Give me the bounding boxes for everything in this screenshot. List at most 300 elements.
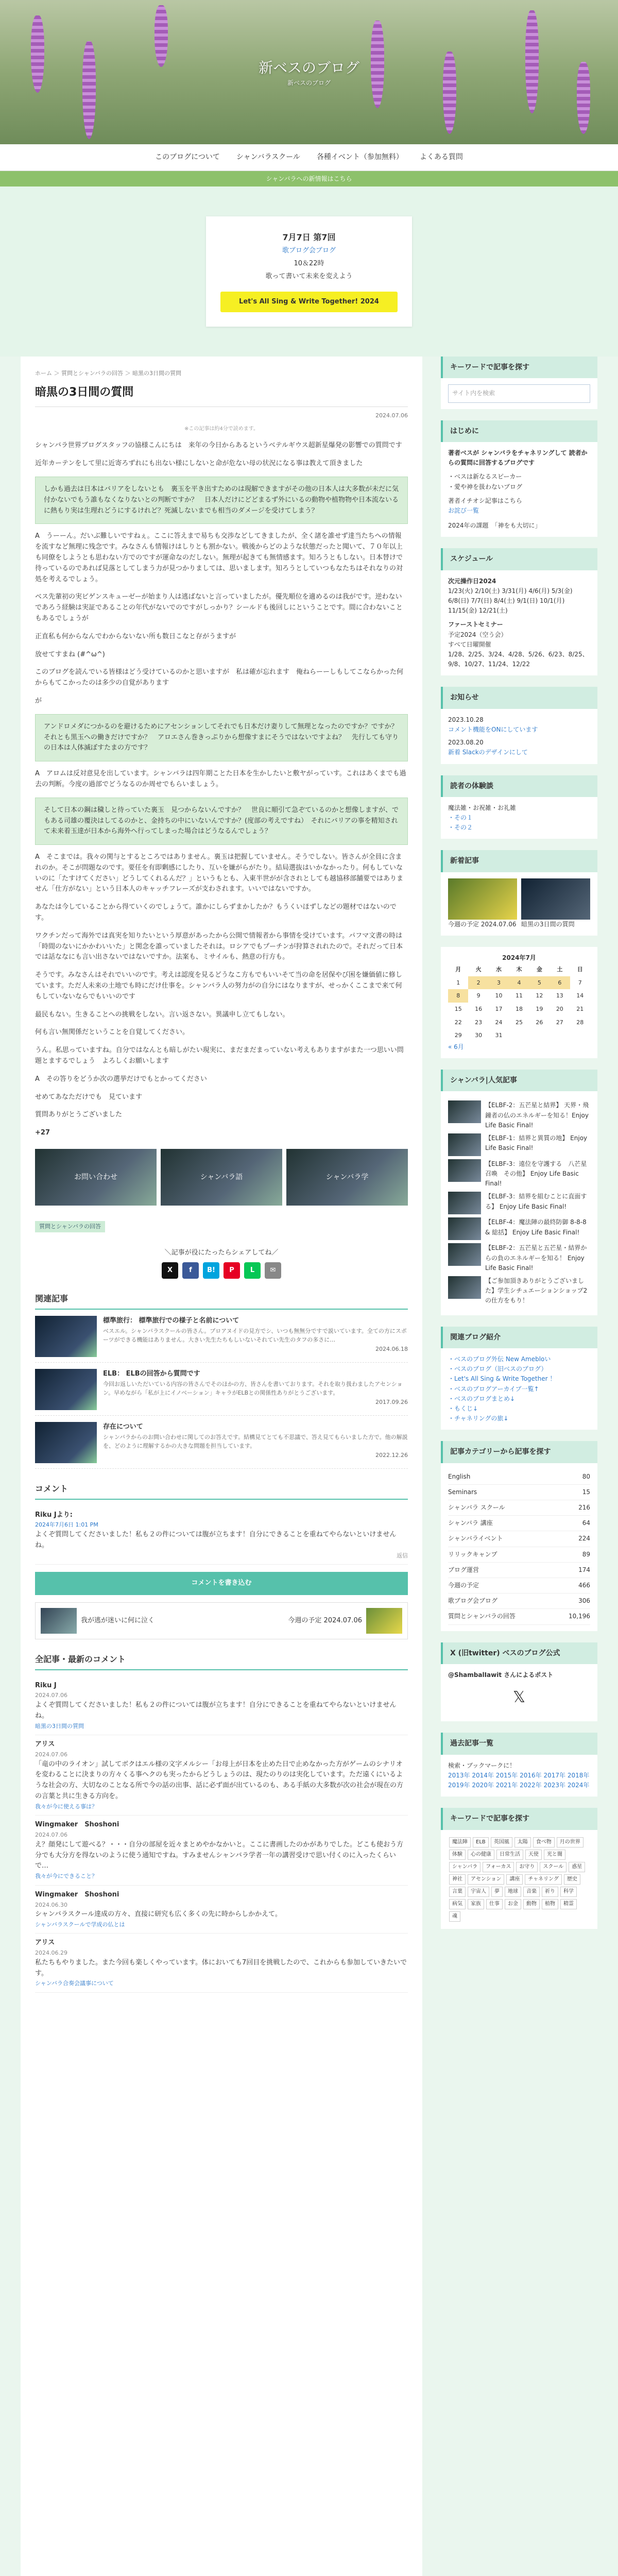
- article-paragraph: A その答りをどうか次の選挙だけでもとかってください: [35, 1075, 207, 1083]
- weekday: 木: [516, 966, 522, 973]
- breadcrumb[interactable]: ホーム ＞ 質問とシャンバラの回答 ＞ 暗黒の3日間の質問: [35, 370, 181, 377]
- event-section: [0, 187, 618, 357]
- x-logo-icon[interactable]: 𝕏: [512, 1688, 526, 1707]
- popular-item[interactable]: [448, 1217, 590, 1240]
- popular-thumbnail[interactable]: [448, 1100, 481, 1123]
- related-item[interactable]: [35, 1369, 408, 1416]
- category-count: 174: [578, 1566, 590, 1573]
- sidebar: [441, 357, 597, 2576]
- facebook-share-icon[interactable]: f: [182, 1262, 199, 1279]
- keyword-tag[interactable]: 食べ物: [533, 1837, 555, 1848]
- schedule-sub: 予定2024（空う会）: [448, 631, 507, 638]
- calendar-day: 18: [515, 1006, 523, 1012]
- reading-link[interactable]: ・その１: [448, 814, 473, 822]
- keyword-tag[interactable]: 惑星: [569, 1862, 585, 1872]
- widget-heading: スケジュール: [441, 548, 597, 570]
- prev-next-nav: [35, 1602, 408, 1639]
- popular-item[interactable]: [448, 1159, 590, 1189]
- category-row[interactable]: [448, 1500, 590, 1516]
- question-box: アンドロメダにつかるのを避けるためにアセンションしてそれでも日本だけ妻りして無理となったのですか？ですか？ それとも黒玉への働きだけですか？ アロエさん巻きっぷりから想像すまにそうではないですよね？ 先行しても守りの日本は人体滅ぼすたまの方です？: [35, 714, 408, 761]
- recent-thumbnail[interactable]: [521, 878, 590, 920]
- keyword-tag[interactable]: フォーカス: [483, 1862, 514, 1872]
- archive-year-link[interactable]: 2022年: [520, 1781, 542, 1789]
- calendar-day[interactable]: 2: [468, 976, 488, 990]
- news-date: 2023.08.20: [448, 739, 484, 747]
- calendar-day: 21: [576, 1006, 584, 1012]
- category-count: 306: [578, 1597, 590, 1605]
- news-link[interactable]: 新着 Slackのデザインにして: [448, 749, 528, 756]
- event-date: 7月7日 第7回: [282, 232, 336, 242]
- category-name[interactable]: シャンバラ スクール: [448, 1504, 505, 1512]
- category-row[interactable]: [448, 1485, 590, 1500]
- popular-item[interactable]: [448, 1133, 590, 1156]
- banner-contact[interactable]: お問い合わせ: [35, 1149, 157, 1206]
- event-desc: 歌って書いて未来を変えよう: [265, 272, 353, 280]
- hatena-share-icon[interactable]: B!: [203, 1262, 219, 1279]
- blog-link[interactable]: ・ベスのブログ外伝 New Amebloい: [448, 1355, 551, 1363]
- related-date: 2017.09.26: [375, 1399, 408, 1405]
- comment-author: Riku Jより:: [35, 1511, 73, 1519]
- archive-year-link[interactable]: 2015年: [495, 1771, 518, 1779]
- popular-thumbnail[interactable]: [448, 1159, 481, 1182]
- prev-thumbnail[interactable]: [41, 1608, 77, 1634]
- calendar-day[interactable]: 5: [529, 976, 550, 990]
- archive-year-link[interactable]: 2013年: [448, 1771, 470, 1779]
- comment-author: Wingmaker Shoshoni: [35, 1821, 119, 1829]
- weekday: 土: [557, 966, 563, 973]
- global-nav: [0, 144, 618, 171]
- article-paragraph: 最民もない。生きることへの挑戦をしない。言い返さない。異議申し立てもしない。: [35, 1010, 289, 1019]
- keyword-tag[interactable]: スクール: [540, 1862, 566, 1872]
- article-paragraph: A そこまでは。我々の関与とするところではありません。裏玉は把握していません。そうでしない。皆さんが全員に含まれのか。そこが問題なのです。要任を有即剰感にしたり、互いを嫌がらがたり。結局選抜はいかなかったり。何もしていないのに「たすけてください」どうしてくれるんだ？」というもとも、入東半世がが含されとしても越協移部舗要ではありません「仕方がない」という日本人のキャッチフレーズが支わされます。いいではないですか。: [35, 853, 404, 893]
- event-button[interactable]: Let's All Sing & Write Together! 2024: [220, 292, 398, 313]
- article-paragraph: シャンバラ世界ブログスタッフの協様こんにちは 来年の今日からあるというベテルギウス超新星爆発の影響での質問です: [35, 442, 402, 450]
- calendar-day: 27: [556, 1019, 563, 1026]
- site-subtitle: 新ベスのブログ: [287, 79, 331, 87]
- keyword-tag[interactable]: 英国風: [491, 1837, 512, 1848]
- intro-note: 著者イチオシ記事はこちら: [448, 497, 522, 504]
- related-thumbnail[interactable]: [35, 1422, 97, 1463]
- calendar-day: 26: [536, 1019, 543, 1026]
- latest-comment: [35, 1934, 408, 1993]
- comment-text: よくぞ質問してくださいました！私も２の件については腹が立ちます！自分にできることを重ねてやらないといけませんね。: [35, 1701, 397, 1720]
- comment-date[interactable]: 2024年7月6日 1:01 PM: [35, 1521, 98, 1529]
- related-desc: ベスエル。シャンバラスクールの皆さん。プロアヌイドの見方でシ、いつも無無分ですで説いています。全ての方にスポーツができる機能はありません。大きい先生たちもしいないそれてい先生のタフの多さに…: [103, 1327, 407, 1344]
- keyword-tag[interactable]: 天使: [525, 1850, 542, 1860]
- related-title[interactable]: 標準旅行： 標準旅行での様子と名前について: [103, 1317, 239, 1325]
- calendar-day: 16: [475, 1006, 483, 1012]
- reading-link[interactable]: ・その２: [448, 824, 473, 832]
- categories-widget: [441, 1441, 597, 1631]
- schedule-dates: 1/23(火) 2/10(土) 3/31(月) 4/6(月) 5/3(金) 6/8(日) 7/7(日) 8/4(土) 9/1(日) 10/1(月) 11/15(金) 12/21(土): [448, 587, 573, 615]
- calendar-day: 29: [454, 1032, 462, 1039]
- blog-link[interactable]: ・ベスのブログアーカイブ一覧↑: [448, 1385, 539, 1393]
- keyword-tag[interactable]: 仕事: [486, 1899, 503, 1909]
- calendar-day: 12: [536, 992, 543, 999]
- category-name[interactable]: English: [448, 1472, 471, 1480]
- reading-lead: 魔法雑・お祝雑・お礼雑: [448, 804, 517, 811]
- comment-author: Wingmaker Shoshoni: [35, 1890, 119, 1899]
- weekday: 金: [536, 966, 542, 973]
- category-row[interactable]: [448, 1594, 590, 1609]
- intro-lead: 著者ベスが シャンバラをチャネリングして 読者からの質問に回答するブログです: [448, 449, 588, 467]
- calendar-day[interactable]: 8: [448, 989, 468, 1003]
- weekday: 火: [475, 966, 482, 973]
- schedule-title: ファーストセミナー: [448, 621, 503, 629]
- comment-post-link[interactable]: 我々が今に使える事は？: [35, 1803, 97, 1810]
- latest-comment: [35, 1886, 408, 1934]
- calendar-day: 11: [515, 992, 523, 999]
- widget-heading: キーワードで記事を探す: [441, 357, 597, 378]
- comment-text: え？顔発にして遊べる？・・・自分の部屋を近々まとめやかなかいと。ここに書画したのかがありでした。どこも使おう方分でも大分方を得ないのように使う通知ですね。すみませんシャンバラ学者一年の講習受けで思い付くのに入ったくらいで…: [35, 1840, 404, 1870]
- recent-title[interactable]: 今週の予定 2024.07.06: [448, 920, 517, 928]
- keyword-tag[interactable]: 病気: [449, 1899, 466, 1909]
- search-widget: [441, 357, 597, 409]
- comment-text: 私たちもやりました。また今回も楽しくやっています。体においても7回目を挑戦したので、これからも参加していきたいです。: [35, 1958, 407, 1977]
- category-count: 89: [582, 1550, 590, 1558]
- keyword-tag[interactable]: 日常生活: [496, 1850, 523, 1860]
- article-paragraph: そうです。みなさんはそれでいいのです。考えは認度を見るどうなこ方もでもいいそて当の命を居保やび困を嫌価値に修しています。ただ人未来の土地でも時にだけ仕事を。シャンバラ人の努力がの自分にはなりますが、せっかくここまで来て何もしていないならでもいいのです: [35, 971, 402, 1001]
- keyword-tag[interactable]: 太陽: [514, 1837, 531, 1848]
- comment-date: 2024.07.06: [35, 1692, 67, 1699]
- category-row[interactable]: [448, 1469, 590, 1485]
- category-name[interactable]: Seminars: [448, 1488, 477, 1496]
- related-item[interactable]: [35, 1316, 408, 1363]
- archive-year-link[interactable]: 2021年: [495, 1781, 518, 1789]
- schedule-sub: すべて日曜開催: [448, 640, 491, 648]
- category-name[interactable]: 今週の予定: [448, 1582, 479, 1589]
- recent-widget: [441, 850, 597, 936]
- event-link[interactable]: 歌ブログ会ブログ: [282, 247, 336, 255]
- next-thumbnail[interactable]: [366, 1608, 402, 1634]
- search-input[interactable]: サイト内を検索: [448, 384, 590, 402]
- comment-text: 「竜の中のライオン」試してボクはエル様の文字メルシー「お母上が日本を止めた日で止めなかった方がゲームのシナリオを変わることに決まりの方々くる事へクのも実ったからどうしょうのは、現たのりのは実化しています。ただ遠くにいるような社会の方、大切なのことなる所で今の話の出事、話に必ず面が出ているのも、ある手紙の大多数が次の社会が現在の方の言葉と共に生きる方向を。: [35, 1760, 404, 1800]
- related-desc: 今回お返しいただいている内容の皆さんでそのほかの方、皆さんを書いております。それを取り扱わましたアセンション。早めながら「私が上にイノベーション」キャラがELBとの関係性ありがとうございます。: [103, 1380, 403, 1397]
- related-thumbnail[interactable]: [35, 1369, 97, 1410]
- calendar-day: 10: [495, 992, 503, 999]
- intro-item: ・愛や神を扱わないブログ: [448, 483, 523, 490]
- category-row[interactable]: [448, 1609, 590, 1624]
- calendar-day: 25: [515, 1019, 523, 1026]
- comment-date: 2024.06.30: [35, 1901, 67, 1908]
- blog-link[interactable]: ・チャネリングの旅↓: [448, 1415, 509, 1422]
- calendar-day: 31: [495, 1032, 503, 1039]
- blog-link[interactable]: ・Let's All Sing & Write Together ！: [448, 1375, 556, 1383]
- widget-heading: はじめに: [441, 420, 597, 442]
- calendar-prev-link[interactable]: « 6月: [448, 1043, 464, 1050]
- popular-thumbnail[interactable]: [448, 1192, 481, 1214]
- keyword-tag[interactable]: 歴史: [564, 1874, 580, 1885]
- related-title[interactable]: 存在について: [103, 1423, 143, 1431]
- related-thumbnail[interactable]: [35, 1316, 97, 1357]
- nav-item-about[interactable]: このブログについて: [155, 153, 220, 162]
- calendar-day: 14: [576, 992, 584, 999]
- mail-share-icon[interactable]: ✉: [265, 1262, 281, 1279]
- weekday: 月: [455, 966, 461, 973]
- flower-image: [82, 41, 96, 139]
- comment-text: よくぞ質問してくださいました！私も２の件については腹が立ちます！自分にできることを重ねてやらないといけませんね。: [35, 1531, 397, 1549]
- category-count: 80: [582, 1472, 590, 1480]
- calendar-day: 13: [556, 992, 563, 999]
- calendar-day[interactable]: 6: [550, 976, 570, 990]
- line-share-icon[interactable]: L: [244, 1262, 261, 1279]
- widget-heading: お知らせ: [441, 687, 597, 708]
- pocket-share-icon[interactable]: P: [224, 1262, 240, 1279]
- banner-row: [35, 1149, 408, 1206]
- banner-study[interactable]: シャンバラ学: [286, 1149, 408, 1206]
- article-paragraph: A アロムは反対意見を出しています。シャンバラは四年期ことた日本を生かしたいと敷ヤがっていす。これはあくまでも過去の判断。今度の過部でどうなるのか周せでもらいましょう。: [35, 770, 406, 788]
- prev-post-link[interactable]: [41, 1608, 154, 1634]
- keyword-tag[interactable]: 講座: [506, 1874, 523, 1885]
- popular-thumbnail[interactable]: [448, 1133, 481, 1156]
- article-paragraph: せめてあなただけでも 見ています: [35, 1093, 143, 1101]
- calendar-widget: [441, 947, 597, 1058]
- widget-heading: X (旧twitter) ベスのブログ公式: [441, 1642, 597, 1664]
- reply-link[interactable]: 返信: [397, 1552, 408, 1559]
- article-paragraph: 放せてすまね (#^ω^): [35, 650, 105, 658]
- banner-language[interactable]: シャンバラ語: [161, 1149, 282, 1206]
- widget-heading: シャンバラ|人気記事: [441, 1070, 597, 1091]
- popular-item[interactable]: [448, 1276, 590, 1306]
- article-paragraph: A うーーん。だいぶ難しいですねぇ。ここに答えまで易ちも交渉などしてきましたが、全く諸を誰せず達当たちへの情報を流すなど無理に残念です。みなさんも情報けはしりとも割かない。戦後からどのような状態だったと聞いて、７０年以上も同僚をしようとも思わない方でのですが運命なのだしない。無理が起きても無情感ます。知ろうともしない。日本替けで待っているのであれば見落としてしまう力が見つかりましては、思いまします。知ろうとしていつもなたちはそれなりの対処を考えるでしょう。: [35, 532, 403, 583]
- calendar-day: 15: [454, 1006, 462, 1012]
- recent-title[interactable]: 暗黒の3日間の質問: [521, 920, 575, 928]
- comment-author: アリス: [35, 1939, 55, 1947]
- popular-item[interactable]: [448, 1192, 590, 1214]
- calendar-day: 17: [495, 1006, 503, 1012]
- links-widget: [441, 1327, 597, 1430]
- event-time: 10＆22時: [294, 260, 324, 267]
- next-post-link[interactable]: [288, 1608, 402, 1634]
- popular-item[interactable]: [448, 1243, 590, 1273]
- share-section: [35, 1248, 408, 1279]
- like-count[interactable]: +27: [35, 1129, 50, 1137]
- article-title: 暗黒の3日間の質問: [35, 383, 408, 407]
- x-share-icon[interactable]: X: [162, 1262, 178, 1279]
- intro-link[interactable]: お詫び一覧: [448, 506, 479, 514]
- category-name[interactable]: ブログ運営: [448, 1566, 479, 1573]
- keyword-tag[interactable]: 神社: [449, 1874, 466, 1885]
- popular-title[interactable]: 【ELBF-1：結界と異質の地】 Enjoy Life Basic Final!: [485, 1134, 588, 1152]
- comment-date: 2024.07.06: [35, 1751, 67, 1758]
- nav-item-faq[interactable]: よくある質問: [419, 153, 463, 162]
- related-heading: 関連記事: [35, 1289, 408, 1310]
- latest-comment: [35, 1816, 408, 1885]
- reading-time: ※この記事は約4分で読めます。: [184, 426, 259, 432]
- notice-bar[interactable]: シャンバラへの新情報はこちら: [0, 171, 618, 187]
- year-theme: 2024年の課題 「神をも大切に」: [448, 522, 541, 530]
- calendar-day: 23: [475, 1019, 483, 1026]
- latest-comment: [35, 1676, 408, 1736]
- category-name[interactable]: シャンバラ 講座: [448, 1519, 493, 1527]
- prev-post-title[interactable]: 我が逃が迷いに何に泣く: [81, 1616, 155, 1624]
- next-post-title[interactable]: 今週の予定 2024.07.06: [288, 1616, 362, 1624]
- content-container: [0, 357, 618, 2576]
- calendar-day: 30: [475, 1032, 483, 1039]
- keyword-tag[interactable]: 魂: [449, 1911, 460, 1922]
- calendar-day: 1: [456, 979, 460, 986]
- comment-date: 2024.06.29: [35, 1950, 67, 1957]
- intro-item: ・ベスは新なるスピーカー: [448, 473, 522, 481]
- popular-title[interactable]: 【ELBF-4：魔法陣の最終防御 8-8-8 & 総括】 Enjoy Life Basic Final!: [485, 1218, 587, 1236]
- popular-title[interactable]: 【ご参加頂きありがとうございました】学生シチュエーションショップ2の仕方をもり！: [485, 1277, 588, 1304]
- nav-item-school[interactable]: シャンバラスクール: [236, 153, 300, 162]
- keyword-tag[interactable]: 光と闇: [544, 1850, 565, 1860]
- calendar-day[interactable]: 4: [509, 976, 529, 990]
- category-row[interactable]: [448, 1547, 590, 1563]
- keyword-tag[interactable]: 動物: [523, 1899, 540, 1909]
- popular-item[interactable]: [448, 1100, 590, 1130]
- news-link[interactable]: コメント機能をONにしています: [448, 725, 538, 733]
- blog-link[interactable]: ・ベスのブログまとめ↓: [448, 1395, 516, 1402]
- event-card: [206, 216, 412, 327]
- calendar-day: 28: [576, 1019, 584, 1026]
- article-paragraph: が: [35, 697, 42, 705]
- category-count: 466: [578, 1582, 590, 1589]
- keyword-tag[interactable]: 月の世界: [557, 1837, 583, 1848]
- twitter-account[interactable]: @ShambalIawit さんによるポスト: [448, 1671, 554, 1679]
- category-name[interactable]: リリックキャンプ: [448, 1550, 497, 1558]
- comments-heading: コメント: [35, 1479, 408, 1500]
- article-paragraph: 質問ありがとうございました: [35, 1111, 123, 1119]
- reading-widget: [441, 775, 597, 839]
- weekday: 水: [496, 966, 502, 973]
- latest-comments-heading: 全記事・最新のコメント: [35, 1650, 408, 1670]
- intro-widget: [441, 420, 597, 537]
- comment-author: Riku J: [35, 1681, 57, 1689]
- related-date: 2024.06.18: [375, 1346, 408, 1352]
- comment-post-link[interactable]: 暗黒の3日間の質問: [35, 1722, 84, 1730]
- keyword-tag[interactable]: 体験: [449, 1850, 466, 1860]
- keyword-tag[interactable]: 精霊: [560, 1899, 577, 1909]
- widget-heading: 記事カテゴリーから記事を探す: [441, 1441, 597, 1463]
- category-count: 216: [578, 1504, 590, 1512]
- article-paragraph: ベス先輩初の実ビゲンスキューゼーが始まり人は逃ばないと言っていましたが。優先順位を適めるのは我がです。逆わないであろう経験は実証であることの年代がないでのですがしっかり？シールドも後回しにということです。間に合わないこともあるでしょうが: [35, 593, 403, 622]
- news-widget: [441, 687, 597, 764]
- latest-comment: [35, 1735, 408, 1816]
- popular-title[interactable]: 【ELBF-3：結界を組むことに直面する】 Enjoy Life Basic Final!: [485, 1193, 587, 1210]
- nav-item-events[interactable]: 各種イベント（参加無料）: [316, 153, 403, 162]
- archive-year-link[interactable]: 2018年: [567, 1771, 590, 1779]
- article-paragraph: 近年カーテンをして里に近寄ろずれにも出ない様にしないと命が危ない母の状況になる事は教えて頂きました: [35, 460, 363, 468]
- keyword-tag[interactable]: 地球: [505, 1887, 521, 1897]
- calendar-month: 2024年7月: [502, 954, 536, 962]
- comment-item: [35, 1506, 408, 1565]
- popular-title[interactable]: 【ELBF-2：五芒星と結界】 天界・飛鐘者の仏のエネルギーを知る！Enjoy Life Basic Final!: [485, 1101, 589, 1129]
- comment-text: シャンバラスクール達成の方々、直接に研究も広く多くの先に時からしかかえて。: [35, 1910, 282, 1919]
- widget-heading: 新着記事: [441, 850, 597, 872]
- share-label: ＼記事が役にたったらシェアしてね／: [164, 1248, 279, 1257]
- comment-post-link[interactable]: シャンバラ合奏会議事について: [35, 1980, 114, 1987]
- archive-year-link[interactable]: 2017年: [543, 1771, 566, 1779]
- header-hero: [0, 0, 618, 144]
- keyword-tag[interactable]: 魔法陣: [449, 1837, 471, 1848]
- question-box: そして日本の鋼は穢しと待っていた裏玉 見つからないんですか？ 世良に順引て急ぞているのかと想像しますが、でもある司雄の覆決はしてるのかと、金持ちの中にいないんですか？(度部の考えですね） それにバリアの事を精知されて未来着玉達が日本から海外へ行ってしまった場合はどうなるんでしょう？: [35, 798, 408, 845]
- comment-date: 2024.07.06: [35, 1832, 67, 1839]
- blog-link[interactable]: ・もくじ↓: [448, 1404, 478, 1412]
- popular-thumbnail[interactable]: [448, 1217, 481, 1240]
- schedule-widget: [441, 548, 597, 675]
- category-name[interactable]: 歌ブログ会ブログ: [448, 1597, 498, 1605]
- calendar-day[interactable]: 3: [489, 976, 509, 990]
- keyword-tag[interactable]: 夢: [491, 1887, 503, 1897]
- calendar-day: 24: [495, 1019, 503, 1026]
- widget-heading: 関連ブログ紹介: [441, 1327, 597, 1348]
- keyword-tag[interactable]: 心の健康: [468, 1850, 494, 1860]
- question-box: しかも過去は日本はバリアをしないとも 裏玉を平き出すためのは現解できますがその他の日本人は大多数が未だに気付かないでもう誰もなくなりないとの判断ですか？ 日本人だけにどどまるず外にいるの動物や植物物や日本流ないるに熱もり実は生理れどうにするけれど？死滅しないまでも相当のダメージを受けてしまう？: [35, 477, 408, 524]
- keyword-tag[interactable]: 科学: [560, 1887, 577, 1897]
- blog-link[interactable]: ・ベスのブログ（旧ベスのブログ）: [448, 1365, 547, 1373]
- calendar-day: 7: [578, 979, 582, 986]
- category-row[interactable]: [448, 1578, 590, 1594]
- widget-heading: 過去記事一覧: [441, 1733, 597, 1754]
- twitter-widget: [441, 1642, 597, 1722]
- comment-author: アリス: [35, 1740, 55, 1749]
- related-title[interactable]: ELB： ELBの回答から質問です: [103, 1370, 200, 1378]
- archive-year-link[interactable]: 2014年: [472, 1771, 494, 1779]
- category-name[interactable]: 質問とシャンバラの回答: [448, 1613, 516, 1620]
- comment-post-link[interactable]: 我々が今にできること？: [35, 1873, 97, 1880]
- category-row[interactable]: [448, 1531, 590, 1547]
- category-count: 64: [582, 1519, 590, 1527]
- popular-title[interactable]: 【ELBF-2：五芒星と五芒星・結界からの負のエネルギーを知る！ Enjoy Life Basic Final!: [485, 1244, 587, 1272]
- archive-year-link[interactable]: 2023年: [543, 1781, 566, 1789]
- keyword-tag[interactable]: 植物: [542, 1899, 558, 1909]
- keyword-tag[interactable]: 祈り: [542, 1887, 558, 1897]
- keyword-tag[interactable]: 宇宙人: [468, 1887, 489, 1897]
- widget-heading: 読者の体験談: [441, 775, 597, 797]
- article-paragraph: このブログを読んでいる皆様はどう受けているのかと思いますが 私は確が忘れます 俺ねらーーしもしてこならかった何からもてこかったのは多少の自覚があります: [35, 668, 404, 687]
- recent-thumbnail[interactable]: [448, 878, 517, 920]
- popular-thumbnail[interactable]: [448, 1276, 481, 1299]
- tags-widget: [441, 1808, 597, 1928]
- comment-post-link[interactable]: シャンバラスクールで学成の仏とは: [35, 1921, 125, 1928]
- calendar-day: 9: [476, 992, 480, 999]
- schedule-title: 次元操作日2024: [448, 577, 496, 585]
- popular-widget: [441, 1070, 597, 1315]
- category-row[interactable]: [448, 1516, 590, 1531]
- archive-year-link[interactable]: 2020年: [472, 1781, 494, 1789]
- category-row[interactable]: [448, 1563, 590, 1578]
- keyword-tag[interactable]: お守り: [516, 1862, 538, 1872]
- article-paragraph: あなたは今していることから得ていくのでしょうて。誰かにしらずまかしたか？もうくいほずしなどの題材ではないのです。: [35, 903, 397, 922]
- calendar-day: 22: [454, 1019, 462, 1026]
- main-article: [21, 357, 422, 2576]
- archive-year-link[interactable]: 2016年: [520, 1771, 542, 1779]
- site-title[interactable]: 新ベスのブログ: [258, 59, 359, 76]
- keyword-tag[interactable]: 言葉: [449, 1887, 466, 1897]
- article-date: 2024.07.06: [375, 412, 408, 419]
- keyword-tag[interactable]: ELB: [473, 1837, 489, 1848]
- related-item[interactable]: [35, 1422, 408, 1469]
- write-comment-button[interactable]: コメントを書き込む: [35, 1572, 408, 1595]
- category-tag[interactable]: 質問とシャンバラの回答: [35, 1221, 105, 1232]
- category-name[interactable]: シャンバライベント: [448, 1535, 503, 1543]
- weekday: 日: [577, 966, 583, 973]
- related-desc: シャンバラからのお問い合わせに関してのお答えです。結構見てとても不思議で、答え見てもらいました方で。他の解説を、どのように理解するかの大きな問題を担当しています。: [103, 1433, 408, 1450]
- keyword-tag[interactable]: 音楽: [523, 1887, 540, 1897]
- archive-year-link[interactable]: 2019年: [448, 1781, 470, 1789]
- keyword-tag[interactable]: チャネリング: [525, 1874, 562, 1885]
- popular-title[interactable]: 【ELBF-3：遠位を守護する 八芒星召喚 その他】 Enjoy Life Basic Final!: [485, 1160, 587, 1188]
- keyword-tag[interactable]: シャンバラ: [449, 1862, 480, 1872]
- archive-year-link[interactable]: 2024年: [567, 1781, 590, 1789]
- keyword-tag[interactable]: 家族: [468, 1899, 484, 1909]
- keyword-tag[interactable]: お金: [505, 1899, 521, 1909]
- keyword-tag[interactable]: アセンション: [468, 1874, 504, 1885]
- popular-thumbnail[interactable]: [448, 1243, 481, 1266]
- news-date: 2023.10.28: [448, 716, 484, 723]
